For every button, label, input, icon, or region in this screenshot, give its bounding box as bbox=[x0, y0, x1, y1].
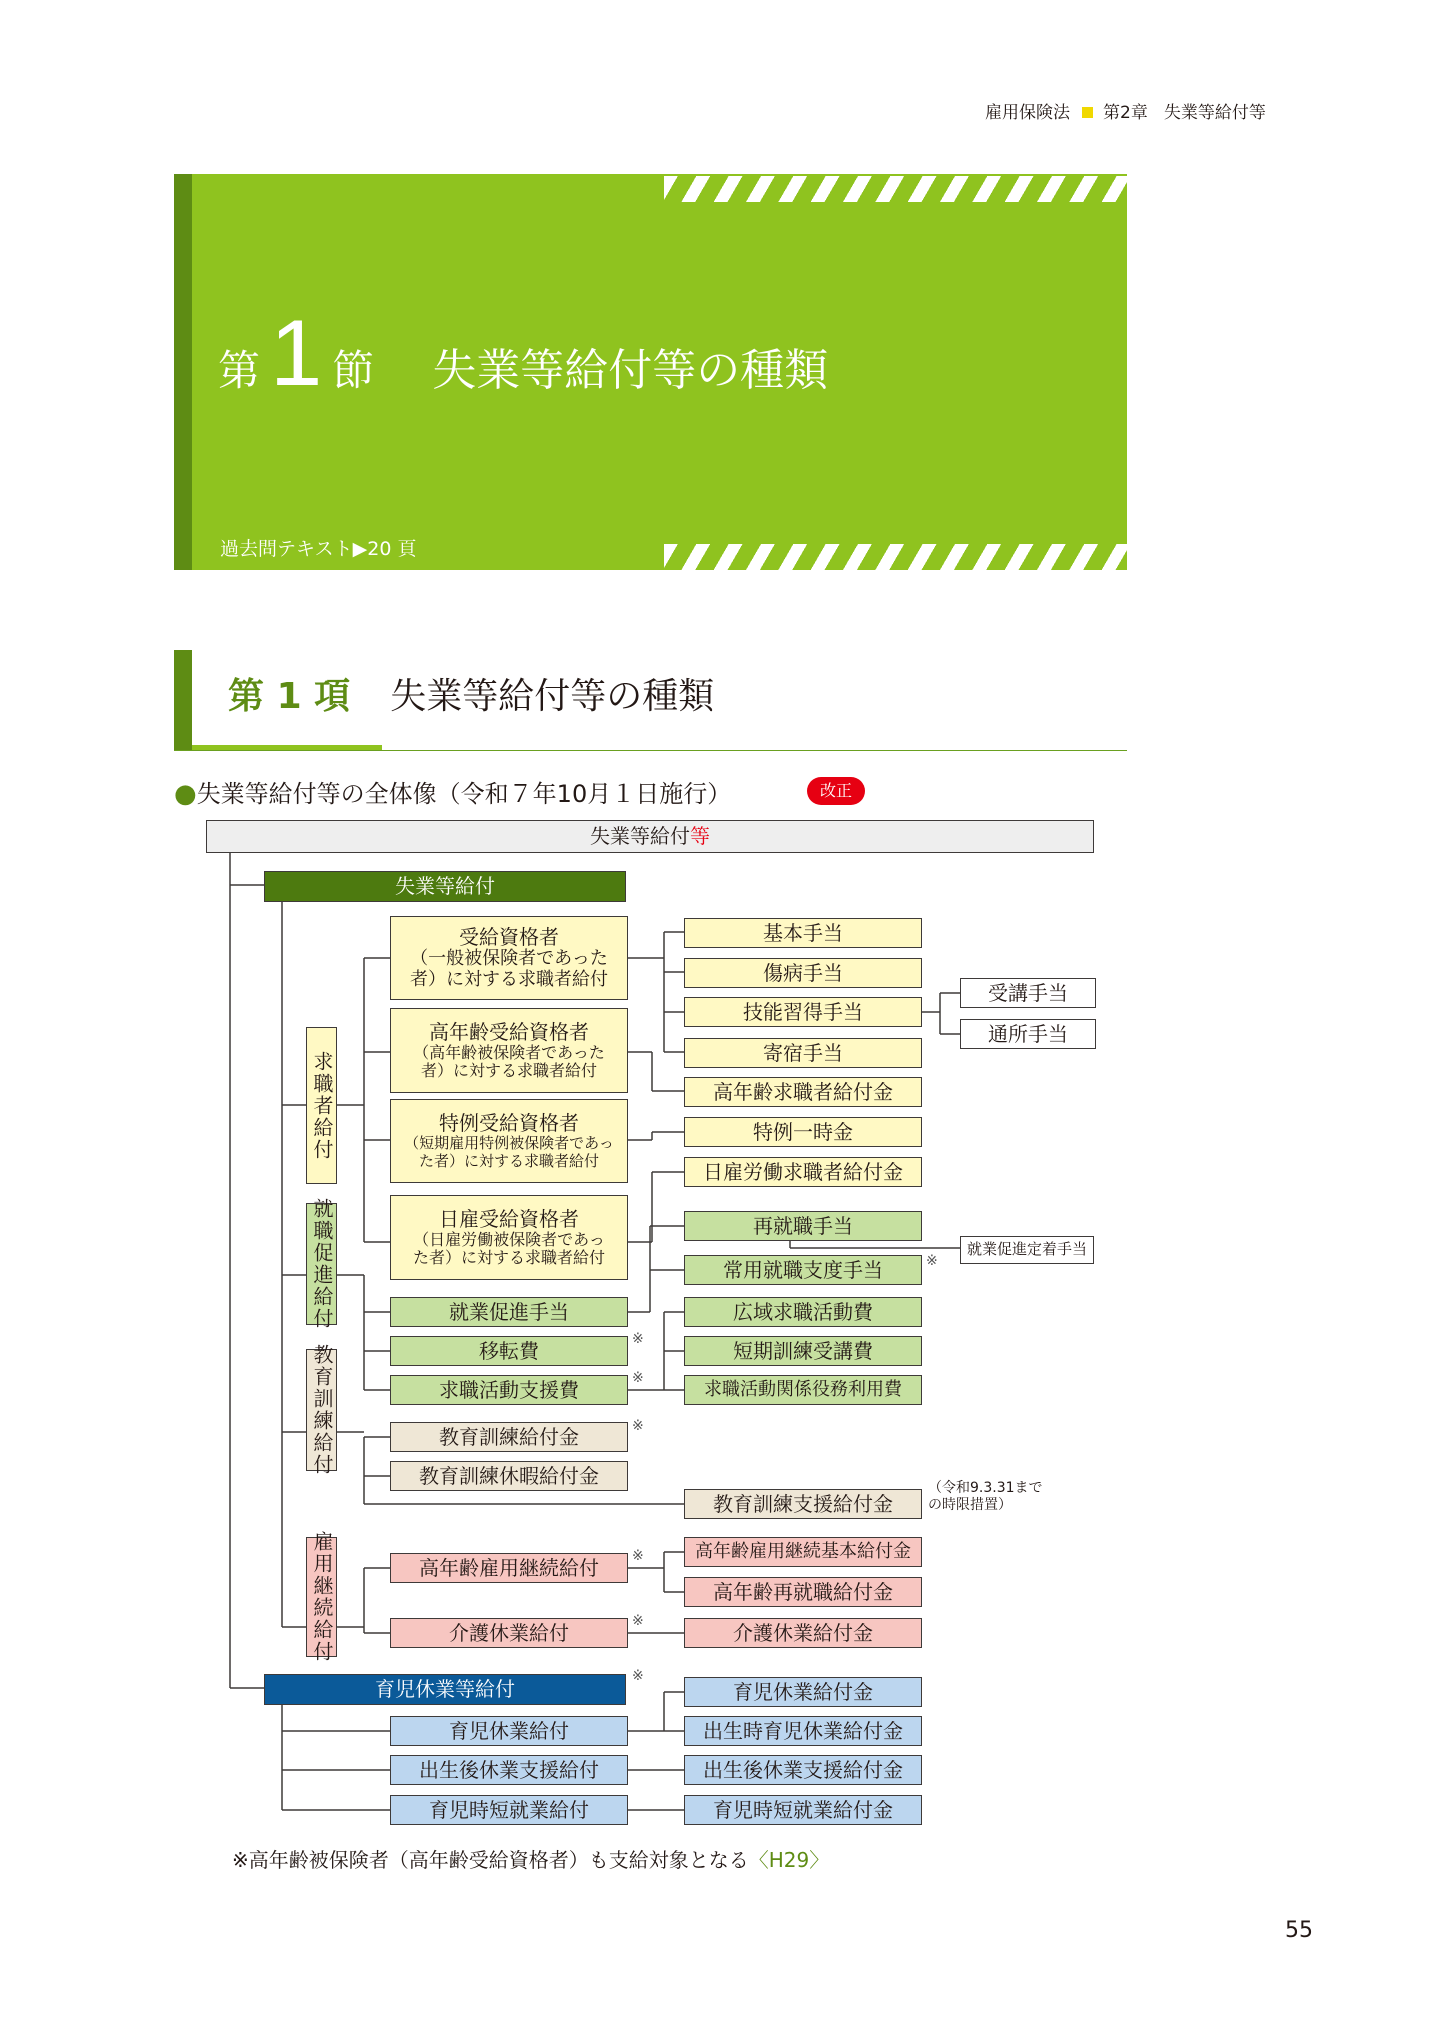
elig2-line3: 者）に対する求職者給付 bbox=[420, 1061, 597, 1080]
category-kyoiku: 教育訓練給付 bbox=[306, 1349, 337, 1471]
shugyo-box: 就業促進手当 bbox=[390, 1297, 628, 1327]
kankei-box: 求職活動関係役務利用費 bbox=[684, 1375, 922, 1405]
kyoiku-shien-box: 教育訓練支援給付金 bbox=[684, 1489, 922, 1519]
footnote-tag: 〈H29〉 bbox=[748, 1848, 830, 1872]
jigen-note-line2: の時限措置） bbox=[928, 1496, 1012, 1513]
subsection-suffix: 項 bbox=[314, 676, 351, 717]
subsection-number: 1 bbox=[276, 676, 302, 717]
iten-box: 移転費 bbox=[390, 1336, 628, 1366]
konen-kihon-box: 高年齢雇用継続基本給付金 bbox=[684, 1537, 922, 1567]
banner-number: 1 bbox=[270, 300, 323, 405]
shussei-go-kin-box: 出生後休業支援給付金 bbox=[684, 1755, 922, 1785]
shussei-ikuji-box: 出生時育児休業給付金 bbox=[684, 1716, 922, 1746]
bullet-icon: ● bbox=[174, 779, 197, 809]
elig3-line3: た者）に対する求職者給付 bbox=[418, 1151, 599, 1170]
subsection-title: 失業等給付等の種類 bbox=[390, 676, 715, 717]
kyoiku-kyufu-box: 教育訓練給付金 bbox=[390, 1422, 628, 1452]
header-chapter: 第2章 bbox=[1103, 103, 1148, 123]
asterisk-ikuji: ※ bbox=[632, 1668, 644, 1684]
jitan-box: 育児時短就業給付 bbox=[390, 1795, 628, 1825]
elig3-title: 特例受給資格者 bbox=[439, 1111, 579, 1136]
elig-box-2 bbox=[390, 1008, 628, 1093]
asterisk-katsudo: ※ bbox=[632, 1370, 644, 1386]
reference-label: 過去問テキスト bbox=[220, 538, 353, 560]
hiyatoi-box: 日雇労働求職者給付金 bbox=[684, 1157, 922, 1187]
saishushoku-box: 再就職手当 bbox=[684, 1211, 922, 1241]
elig4-line3: た者）に対する求職者給付 bbox=[412, 1248, 605, 1267]
konen-kyushoku-box: 高年齢求職者給付金 bbox=[684, 1077, 922, 1107]
asterisk-konen: ※ bbox=[632, 1548, 644, 1564]
triangle-right-icon: ▶ bbox=[352, 538, 368, 560]
asterisk-iten: ※ bbox=[632, 1331, 644, 1347]
gino-box: 技能習得手当 bbox=[684, 997, 922, 1027]
kihon-box: 基本手当 bbox=[684, 918, 922, 948]
elig-box-1 bbox=[390, 916, 628, 1000]
reference-page: 20 頁 bbox=[367, 538, 417, 560]
elig2-line2: （高年齢被保険者であった bbox=[413, 1042, 605, 1062]
category-koyo: 雇用継続給付 bbox=[306, 1537, 337, 1657]
footnote bbox=[232, 1844, 829, 1873]
header-law: 雇用保険法 bbox=[985, 103, 1070, 123]
tanki-box: 短期訓練受講費 bbox=[684, 1336, 922, 1366]
ikuji-kin-box: 育児休業給付金 bbox=[684, 1677, 922, 1707]
kaigo-kin-box: 介護休業給付金 bbox=[684, 1618, 922, 1648]
banner-prefix: 第 bbox=[218, 346, 261, 395]
elig-box-4 bbox=[390, 1195, 628, 1280]
header-chapter-title: 失業等給付等 bbox=[1163, 103, 1266, 123]
kyoiku-kyuka-box: 教育訓練休暇給付金 bbox=[390, 1461, 628, 1491]
jigen-note-line1: （令和9.3.31まで bbox=[928, 1480, 1043, 1496]
root-label-red: 等 bbox=[690, 824, 710, 848]
koiki-box: 広域求職活動費 bbox=[684, 1297, 922, 1327]
elig-box-3 bbox=[390, 1099, 628, 1183]
kyushoku-katsudo-box: 求職活動支援費 bbox=[390, 1375, 628, 1405]
elig3-line2: （短期雇用特例被保険者であっ bbox=[404, 1134, 614, 1153]
kaigo-box: 介護休業給付 bbox=[390, 1618, 628, 1648]
shitsugyo-box: 失業等給付 bbox=[264, 871, 626, 902]
teichaku-box: 就業促進定着手当 bbox=[960, 1236, 1094, 1264]
subsection-prefix: 第 bbox=[228, 676, 265, 717]
banner-heading: 失業等給付等の種類 bbox=[432, 345, 829, 396]
tokurei-ichiji-box: 特例一時金 bbox=[684, 1117, 922, 1147]
overview-text: 失業等給付等の全体像（令和７年10月１日施行） bbox=[196, 780, 732, 808]
shobyo-box: 傷病手当 bbox=[684, 958, 922, 988]
banner-suffix: 節 bbox=[332, 346, 375, 395]
revision-badge: 改正 bbox=[807, 777, 865, 805]
jouyou-box: 常用就職支度手当 bbox=[684, 1255, 922, 1285]
jitan-kin-box: 育児時短就業給付金 bbox=[684, 1795, 922, 1825]
shussei-go-box: 出生後休業支援給付 bbox=[390, 1755, 628, 1785]
elig4-title: 日雇受給資格者 bbox=[439, 1206, 579, 1231]
elig1-line2: （一般被保険者であった bbox=[410, 947, 608, 969]
asterisk-kaigo: ※ bbox=[632, 1613, 644, 1629]
page-number: 55 bbox=[1285, 1918, 1313, 1943]
ikuji-box: 育児休業給付 bbox=[390, 1716, 628, 1746]
elig2-title: 高年齢受給資格者 bbox=[429, 1019, 589, 1044]
category-kyushoku: 求職者給付 bbox=[306, 1027, 337, 1184]
kishuku-box: 寄宿手当 bbox=[684, 1038, 922, 1068]
category-shushoku: 就職促進給付 bbox=[306, 1203, 337, 1325]
elig4-line2: （日雇労働被保険者であっ bbox=[413, 1229, 605, 1249]
footnote-text: ※高年齢被保険者（高年齢受給資格者）も支給対象となる bbox=[232, 1848, 749, 1872]
tsusho-box: 通所手当 bbox=[960, 1019, 1096, 1049]
asterisk-jouyou: ※ bbox=[926, 1253, 938, 1269]
konen-saishu-box: 高年齢再就職給付金 bbox=[684, 1577, 922, 1607]
jigen-note bbox=[928, 1480, 1043, 1514]
konen-keizoku-box: 高年齢雇用継続給付 bbox=[390, 1553, 628, 1583]
root-box bbox=[206, 820, 1094, 853]
root-label: 失業等給付 bbox=[590, 824, 690, 848]
elig1-line3: 者）に対する求職者給付 bbox=[410, 968, 608, 990]
elig1-title: 受給資格者 bbox=[459, 924, 559, 949]
junko-box: 受講手当 bbox=[960, 978, 1096, 1008]
ikuji-tou-box: 育児休業等給付 bbox=[264, 1674, 626, 1705]
asterisk-kyoiku: ※ bbox=[632, 1418, 644, 1434]
